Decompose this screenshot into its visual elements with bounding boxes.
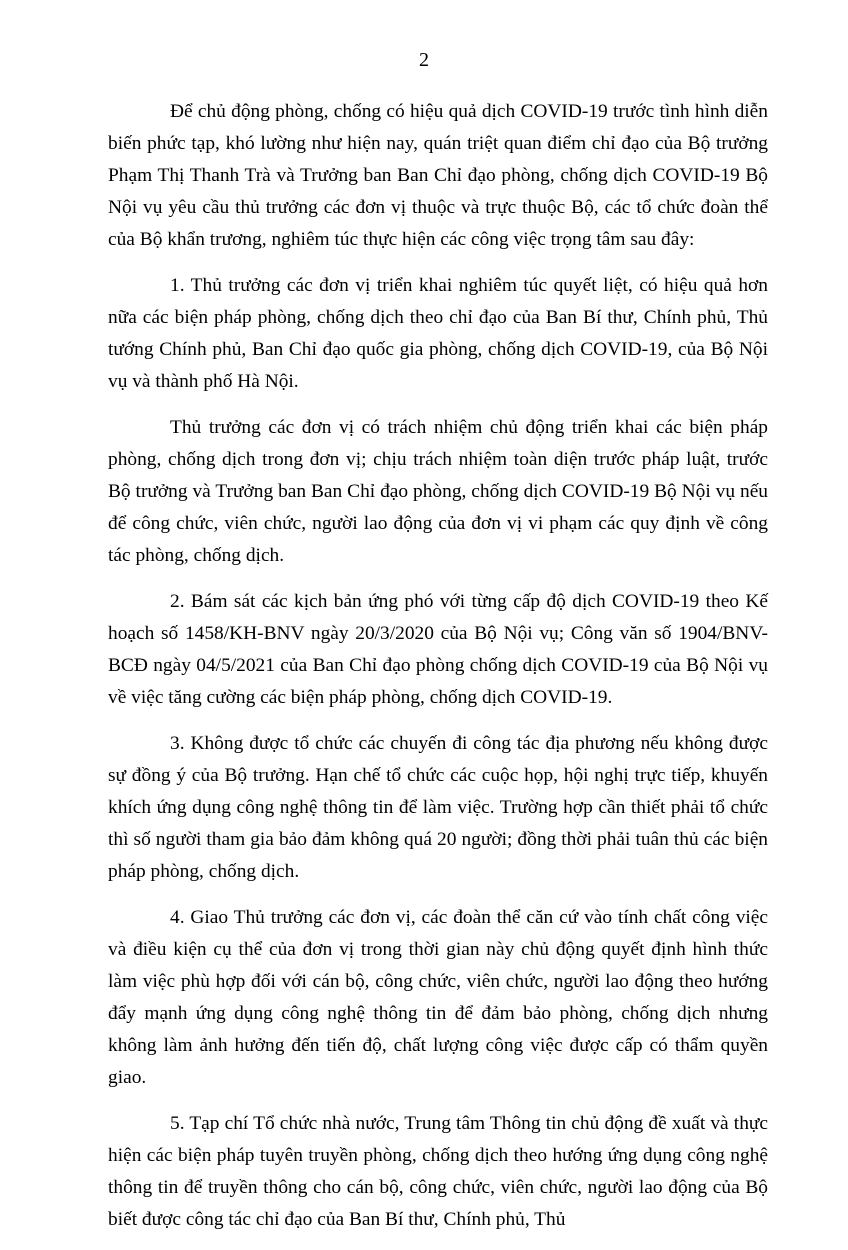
item-3-paragraph: 3. Không được tổ chức các chuyến đi công tác địa phương nếu không được sự đồng ý của Bộ trưởng. Hạn chế tổ chức các cuộc họp, hội nghị trực tiếp, khuyến khích ứng dụng công nghệ thông tin để làm việc. Trường hợp cần thiết phải tổ chức thì số người tham gia bảo đảm không quá 20 người; đồng thời phải tuân thủ các biện pháp phòng, chống dịch.	[108, 733, 768, 882]
document-body	[108, 96, 768, 1250]
item-5-paragraph: 5. Tạp chí Tổ chức nhà nước, Trung tâm Thông tin chủ động đề xuất và thực hiện các biện pháp tuyên truyền phòng, chống dịch theo hướng ứng dụng công nghệ thông tin để truyền thông cho cán bộ, công chức, viên chức, người lao động của Bộ biết được công tác chỉ đạo của Ban Bí thư, Chính phủ, Thủ	[108, 1113, 768, 1230]
item-1-paragraph: 1. Thủ trưởng các đơn vị triển khai nghiêm túc quyết liệt, có hiệu quả hơn nữa các biện pháp phòng, chống dịch theo chỉ đạo của Ban Bí thư, Chính phủ, Thủ tướng Chính phủ, Ban Chỉ đạo quốc gia phòng, chống dịch COVID-19, của Bộ Nội vụ và thành phố Hà Nội.	[108, 275, 768, 392]
intro-paragraph: Để chủ động phòng, chống có hiệu quả dịch COVID-19 trước tình hình diễn biến phức tạp, khó lường như hiện nay, quán triệt quan điểm chỉ đạo của Bộ trưởng Phạm Thị Thanh Trà và Trưởng ban Ban Chỉ đạo phòng, chống dịch COVID-19 Bộ Nội vụ yêu cầu thủ trưởng các đơn vị thuộc và trực thuộc Bộ, các tổ chức đoàn thể của Bộ khẩn trương, nghiêm túc thực hiện các công việc trọng tâm sau đây:	[108, 101, 768, 250]
item-2-paragraph: 2. Bám sát các kịch bản ứng phó với từng cấp độ dịch COVID-19 theo Kế hoạch số 1458/KH-BNV ngày 20/3/2020 của Bộ Nội vụ; Công văn số 1904/BNV-BCĐ ngày 04/5/2021 của Ban Chỉ đạo phòng chống dịch COVID-19 của Bộ Nội vụ về việc tăng cường các biện pháp phòng, chống dịch COVID-19.	[108, 591, 768, 708]
item-1-responsibility-paragraph: Thủ trưởng các đơn vị có trách nhiệm chủ động triển khai các biện pháp phòng, chống dịch trong đơn vị; chịu trách nhiệm toàn diện trước pháp luật, trước Bộ trưởng và Trưởng ban Ban Chỉ đạo phòng, chống dịch COVID-19 Bộ Nội vụ nếu để công chức, viên chức, người lao động của đơn vị vi phạm các quy định về công tác phòng, chống dịch.	[108, 417, 768, 566]
page-number: 2	[419, 49, 429, 71]
item-4-paragraph: 4. Giao Thủ trưởng các đơn vị, các đoàn thể căn cứ vào tính chất công việc và điều kiện cụ thể của đơn vị trong thời gian này chủ động quyết định hình thức làm việc phù hợp đối với cán bộ, công chức, viên chức, người lao động theo hướng đẩy mạnh ứng dụng công nghệ thông tin để đảm bảo phòng, chống dịch nhưng không làm ảnh hưởng đến tiến độ, chất lượng công việc được cấp có thẩm quyền giao.	[108, 907, 768, 1088]
